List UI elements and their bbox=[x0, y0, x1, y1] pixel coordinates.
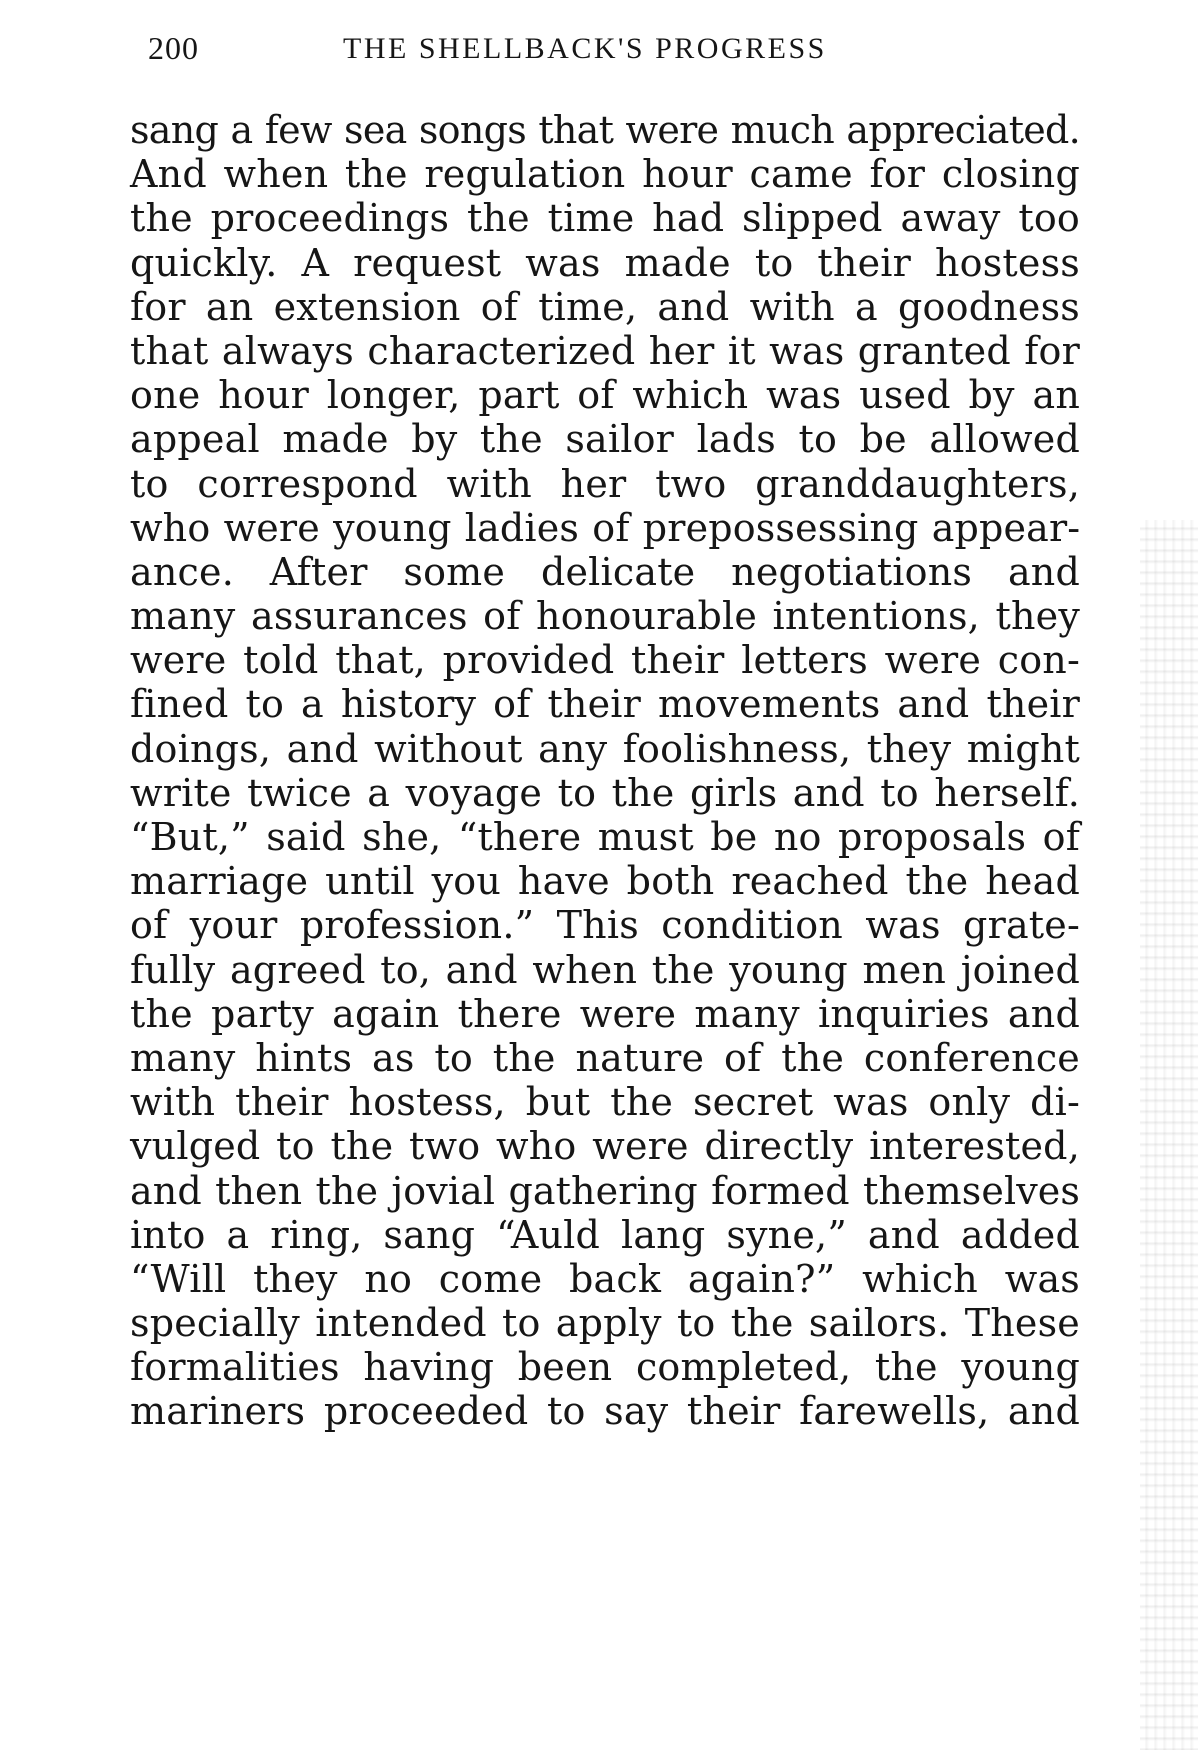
body-text bbox=[130, 108, 1080, 1434]
running-head bbox=[148, 22, 948, 82]
text-line: formalities having been completed, the young bbox=[130, 1345, 1080, 1390]
text-line: doings, and without any foolishness, they might bbox=[130, 726, 1080, 771]
text-line: “But,” said she, “there must be no proposals of bbox=[130, 815, 1080, 859]
text-line: ance. After some delicate negotiations and bbox=[130, 549, 1080, 594]
text-line: mariners proceeded to say their farewells, and bbox=[130, 1389, 1080, 1434]
text-line: that always characterized her it was granted for bbox=[130, 328, 1080, 373]
page-number: 200 bbox=[148, 30, 199, 66]
text-line: sang a few sea songs that were much appreciated. bbox=[130, 108, 1080, 152]
text-line: many hints as to the nature of the conference bbox=[130, 1035, 1080, 1080]
text-line: who were young ladies of prepossessing appear- bbox=[130, 505, 1081, 550]
text-line: one hour longer, part of which was used by an bbox=[130, 373, 1080, 418]
text-line: fined to a history of their movements and their bbox=[130, 682, 1080, 727]
text-line: many assurances of honourable intentions, they bbox=[130, 594, 1080, 639]
text-line: specially intended to apply to the sailors. These bbox=[130, 1301, 1080, 1346]
text-line: into a ring, sang “Auld lang syne,” and added bbox=[130, 1212, 1080, 1257]
text-line: with their hostess, but the secret was only di- bbox=[130, 1080, 1080, 1125]
page-edge-discoloration bbox=[1140, 520, 1198, 1750]
text-line: for an extension of time, and with a goodness bbox=[130, 284, 1080, 329]
text-line: “Will they no come back again?” which was bbox=[130, 1256, 1080, 1301]
text-line: of your profession.” This condition was grate- bbox=[130, 903, 1080, 948]
text-line: quickly. A request was made to their hostess bbox=[130, 240, 1080, 285]
text-line: to correspond with her two granddaughters, bbox=[130, 461, 1080, 506]
text-line: appeal made by the sailor lads to be allowed bbox=[130, 417, 1080, 462]
text-line: the party again there were many inquiries and bbox=[130, 991, 1080, 1036]
text-line: were told that, provided their letters were con- bbox=[130, 638, 1080, 683]
text-line: the proceedings the time had slipped away too bbox=[130, 196, 1080, 241]
text-line: vulged to the two who were directly interested, bbox=[130, 1124, 1080, 1169]
text-line: marriage until you have both reached the head bbox=[130, 859, 1080, 904]
text-line: And when the regulation hour came for closing bbox=[130, 152, 1080, 197]
text-line: and then the jovial gathering formed themselves bbox=[130, 1168, 1080, 1213]
text-line: write twice a voyage to the girls and to herself. bbox=[130, 770, 1080, 815]
running-title: THE SHELLBACK'S PROGRESS bbox=[343, 32, 827, 65]
text-line: fully agreed to, and when the young men joined bbox=[130, 947, 1080, 992]
